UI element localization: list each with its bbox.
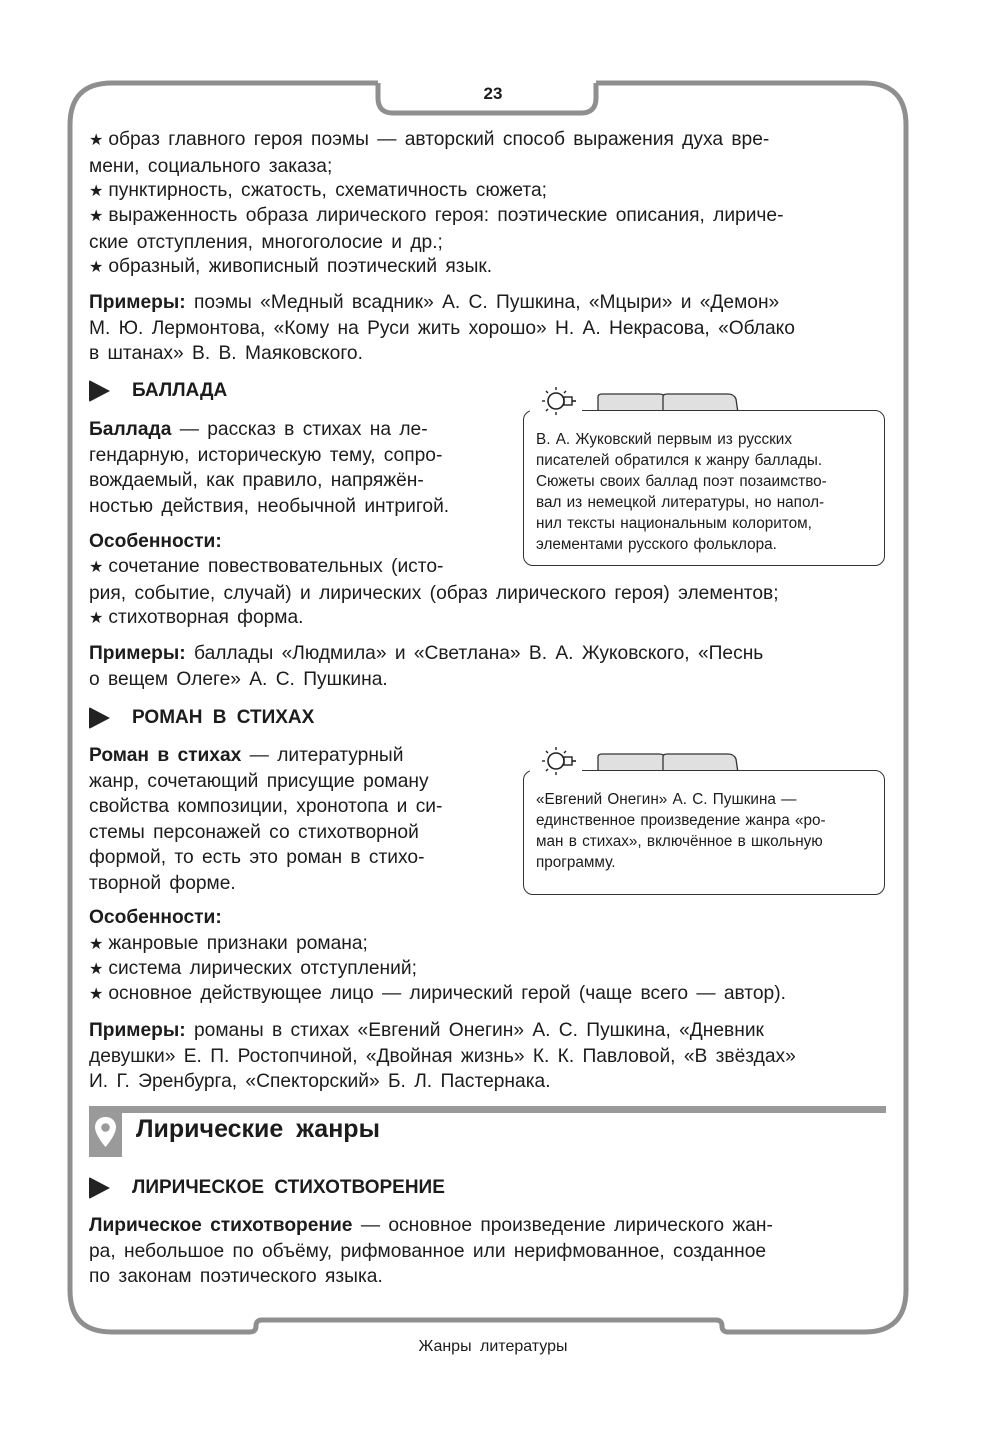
- novel-note-card: «Евгений Онегин» А. С. Пушкина — единственное произведение жанра «ро- ман в стихах», включённое в школьную программу.: [523, 770, 885, 895]
- section-divider: [89, 1106, 886, 1113]
- novel-in-verse-heading: РОМАН В СТИХАХ: [89, 705, 314, 730]
- novel-examples: Примеры: романы в стихах «Евгений Онегин» А. С. Пушкина, «Дневник девушки» Е. П. Ростопчиной, «Двойная жизнь» К. К. Павловой, «В звёздах» И. Г. Эренбурга, «Спекторский» Б. Л. Пастернака.: [89, 1020, 796, 1092]
- lyric-poem-heading: ЛИРИЧЕСКОЕ СТИХОТВОРЕНИЕ: [89, 1175, 445, 1200]
- star-bullet-icon: ★: [89, 259, 104, 276]
- location-pin-icon: [89, 1107, 122, 1157]
- triangle-marker-icon: [89, 380, 110, 402]
- lightbulb-icon: [530, 384, 582, 418]
- novel-features-item-1: ★ жанровые признаки романа;: [89, 933, 368, 954]
- ballad-heading: БАЛЛАДА: [89, 378, 227, 403]
- ballad-note-card: В. А. Жуковский первым из русских писателей обратился к жанру баллады. Сюжеты своих баллад поэт позаимство- вал из немецкой литературы, но напол- нил тексты национальным колоритом, элементами русского фольклора.: [523, 410, 885, 566]
- ballad-examples: Примеры: баллады «Людмила» и «Светлана» В. А. Жуковского, «Песнь о вещем Олеге» А. С. Пушкина.: [89, 643, 764, 690]
- star-bullet-icon: ★: [89, 208, 104, 225]
- triangle-marker-icon: [89, 1177, 110, 1199]
- poem-examples: Примеры: поэмы «Медный всадник» А. С. Пушкина, «Мцыри» и «Демон» М. Ю. Лермонтова, «Кому на Руси жить хорошо» Н. А. Некрасова, «Облако в штанах» В. В. Маяковского.: [89, 292, 795, 364]
- poem-features-item-4: ★ образный, живописный поэтический язык.: [89, 256, 493, 277]
- section-marker: [89, 1107, 122, 1157]
- ballad-features-label: Особенности:: [89, 531, 222, 552]
- star-bullet-icon: ★: [89, 559, 104, 576]
- novel-in-verse-definition: Роман в стихах — литературный жанр, сочетающий присущие роману свойства композиции, хронотопа и си- стемы персонажей со стихотворной формой, то есть это роман в стихо- творной форме.: [89, 745, 443, 894]
- page-number: 23: [483, 84, 503, 103]
- star-bullet-icon: ★: [89, 936, 104, 953]
- poem-features-item-2: ★ пунктирность, сжатость, схематичность сюжета;: [89, 180, 547, 201]
- poem-features-item-1: ★ образ главного героя поэмы — авторский способ выражения духа вре- мени, социального заказа;: [89, 129, 770, 177]
- novel-features-item-2: ★ система лирических отступлений;: [89, 958, 417, 979]
- examples-label: Примеры:: [89, 292, 186, 313]
- star-bullet-icon: ★: [89, 183, 104, 200]
- ballad-features-item-2: ★ стихотворная форма.: [89, 607, 304, 628]
- lyric-poem-definition: Лирическое стихотворение — основное произведение лирического жан- ра, небольшое по объёму, рифмованное или нерифмованное, созданное по законам поэтического языка.: [89, 1215, 773, 1287]
- novel-features-item-3: ★ основное действующее лицо — лирический герой (чаще всего — автор).: [89, 983, 786, 1004]
- ballad-definition: Баллада — рассказ в стихах на ле- гендарную, историческую тему, сопро- вождаемый, как правило, напряжён- ностью действия, необычной интригой.: [89, 419, 450, 517]
- section-title: Лирические жанры: [136, 1115, 380, 1143]
- lightbulb-icon: [530, 744, 582, 778]
- poem-features-item-3: ★ выраженность образа лирического героя: поэтические описания, лириче- ские отступления, многоголосие и др.;: [89, 205, 784, 253]
- star-bullet-icon: ★: [89, 610, 104, 627]
- star-bullet-icon: ★: [89, 986, 104, 1003]
- ballad-features-item-1: ★ сочетание повествовательных (исто- рия, событие, случай) и лирических (образ лирического героя) элементов;: [89, 556, 779, 604]
- footer-title: Жанры литературы: [418, 1338, 568, 1355]
- triangle-marker-icon: [89, 707, 110, 729]
- novel-features-label: Особенности:: [89, 907, 222, 928]
- star-bullet-icon: ★: [89, 132, 104, 149]
- star-bullet-icon: ★: [89, 961, 104, 978]
